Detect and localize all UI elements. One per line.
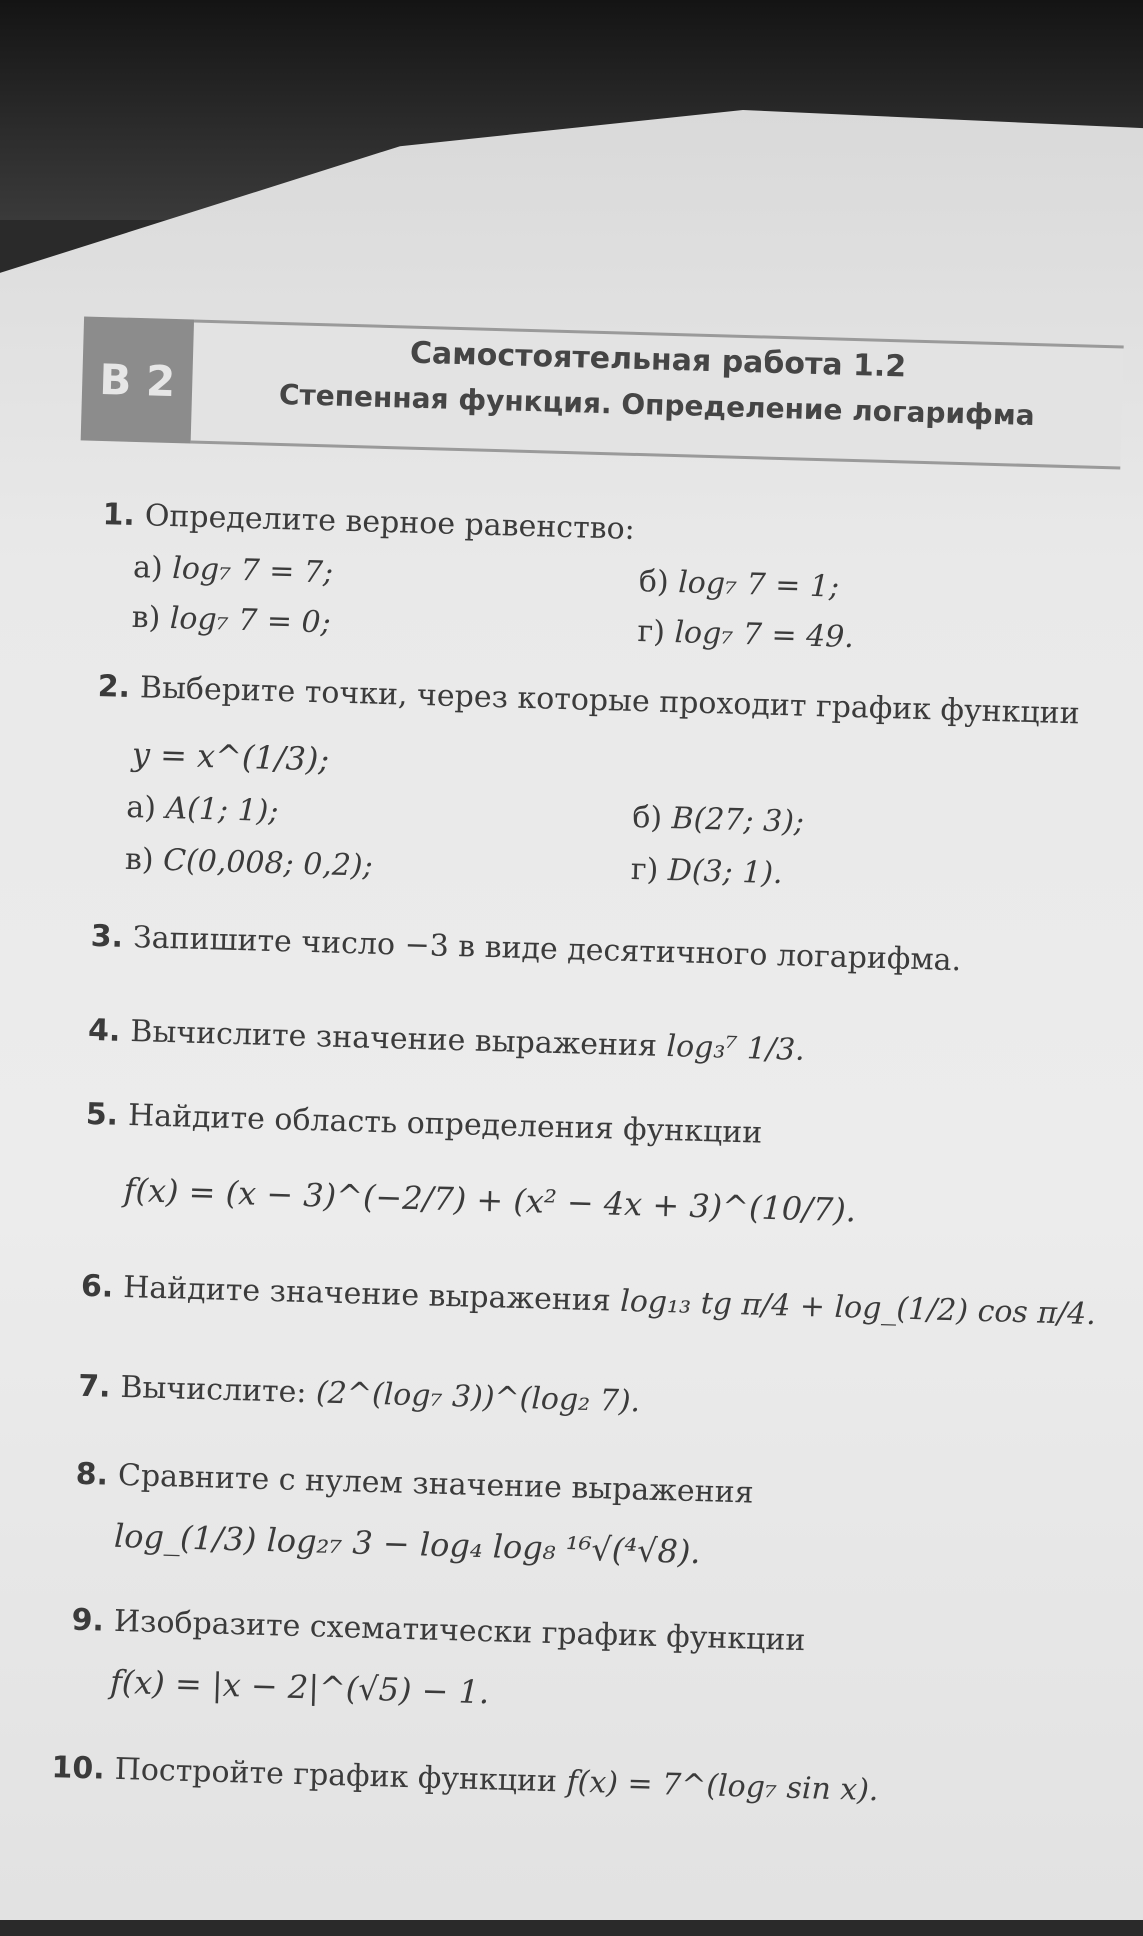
task-4-formula: log₃⁷ 1/3. (666, 1029, 806, 1068)
worksheet-subtitle: Степенная функция. Определение логарифма (278, 377, 1036, 433)
task-text: Запишите число −3 в виде десятичного логарифма. (132, 920, 962, 979)
option-math: log₇ 7 = 1; (677, 565, 840, 605)
option-label: г) (630, 851, 659, 888)
task-text: Постройте график функции (114, 1751, 558, 1800)
task-2-option-c (124, 840, 373, 887)
option-label: в) (124, 841, 155, 878)
task-2-option-d (630, 850, 783, 894)
formula-text: f(x) = |x − 2|^(√5) − 1. (109, 1662, 490, 1712)
option-math: log₇ 7 = 49. (673, 615, 855, 656)
option-label: б) (638, 564, 670, 600)
option-label: г) (637, 614, 666, 650)
task-1 (102, 495, 635, 550)
task-4 (88, 1011, 806, 1071)
task-5-formula (123, 1168, 856, 1232)
task-6-formula: log₁₃ tg π/4 + log_(1/2) cos π/4. (619, 1283, 1097, 1333)
task-number: 9. (71, 1602, 105, 1639)
task-text: Найдите область определения функции (127, 1098, 763, 1151)
task-number: 4. (87, 1012, 121, 1049)
option-math: log₇ 7 = 7; (171, 551, 334, 591)
task-number: 6. (80, 1268, 114, 1305)
task-5 (85, 1095, 763, 1154)
task-number: 5. (85, 1096, 119, 1133)
option-math: D(3; 1). (667, 853, 784, 892)
task-number: 8. (75, 1456, 109, 1493)
formula-text: log_(1/3) log₂₇ 3 − log₄ log₈ ¹⁶√(⁴√8). (113, 1516, 702, 1572)
task-text: Определите верное равенство: (144, 498, 636, 547)
option-label: а) (125, 789, 157, 826)
option-math: A(1; 1); (165, 790, 279, 830)
task-text: Изобразите схематически график функции (113, 1603, 806, 1659)
option-label: б) (631, 799, 663, 836)
task-8-formula (113, 1514, 701, 1574)
worksheet-header (81, 316, 1124, 465)
task-2-option-b (632, 798, 805, 843)
task-text: Вычислите значение выражения (129, 1014, 658, 1064)
task-9 (71, 1601, 806, 1661)
task-1-option-b (638, 562, 839, 608)
task-number: 1. (102, 497, 136, 533)
task-number: 10. (51, 1750, 106, 1787)
task-7 (78, 1367, 641, 1423)
task-7-formula: (2^(log₇ 3))^(log₂ 7). (315, 1375, 641, 1420)
task-2-option-a (126, 788, 279, 832)
task-2 (97, 667, 1128, 736)
task-8 (75, 1455, 754, 1514)
option-label: в) (131, 599, 161, 636)
task-text: Вычислите: (120, 1369, 307, 1411)
task-1-option-a (133, 548, 334, 594)
option-label: а) (132, 549, 164, 586)
task-1-option-d (637, 612, 854, 658)
task-number: 3. (90, 918, 124, 955)
option-math: log₇ 7 = 0; (169, 601, 332, 641)
task-text: Найдите значение выражения (122, 1269, 612, 1319)
task-3 (90, 917, 961, 981)
task-6 (80, 1267, 1096, 1335)
task-text: Сравните с нулем значение выражения (117, 1457, 755, 1511)
formula-text: f(x) = (x − 3)^(−2/7) + (x² − 4x + 3)^(10/7). (123, 1170, 857, 1230)
task-1-option-c (131, 598, 331, 644)
option-math: B(27; 3); (671, 801, 805, 840)
variant-badge: B 2 (81, 316, 194, 443)
task-text: Выберите точки, через которые проходит график функции (139, 670, 1081, 732)
task-number: 2. (97, 669, 131, 705)
worksheet-title: Самостоятельная работа 1.2 (409, 335, 907, 385)
task-10-formula: f(x) = 7^(log₇ sin x). (566, 1764, 879, 1809)
task-9-formula (109, 1660, 489, 1715)
formula-text: y = x^(1/3); (131, 734, 330, 779)
option-math: C(0,008; 0,2); (162, 842, 374, 884)
task-2-formula (131, 732, 329, 781)
task-10 (51, 1748, 879, 1811)
task-number: 7. (77, 1368, 111, 1405)
